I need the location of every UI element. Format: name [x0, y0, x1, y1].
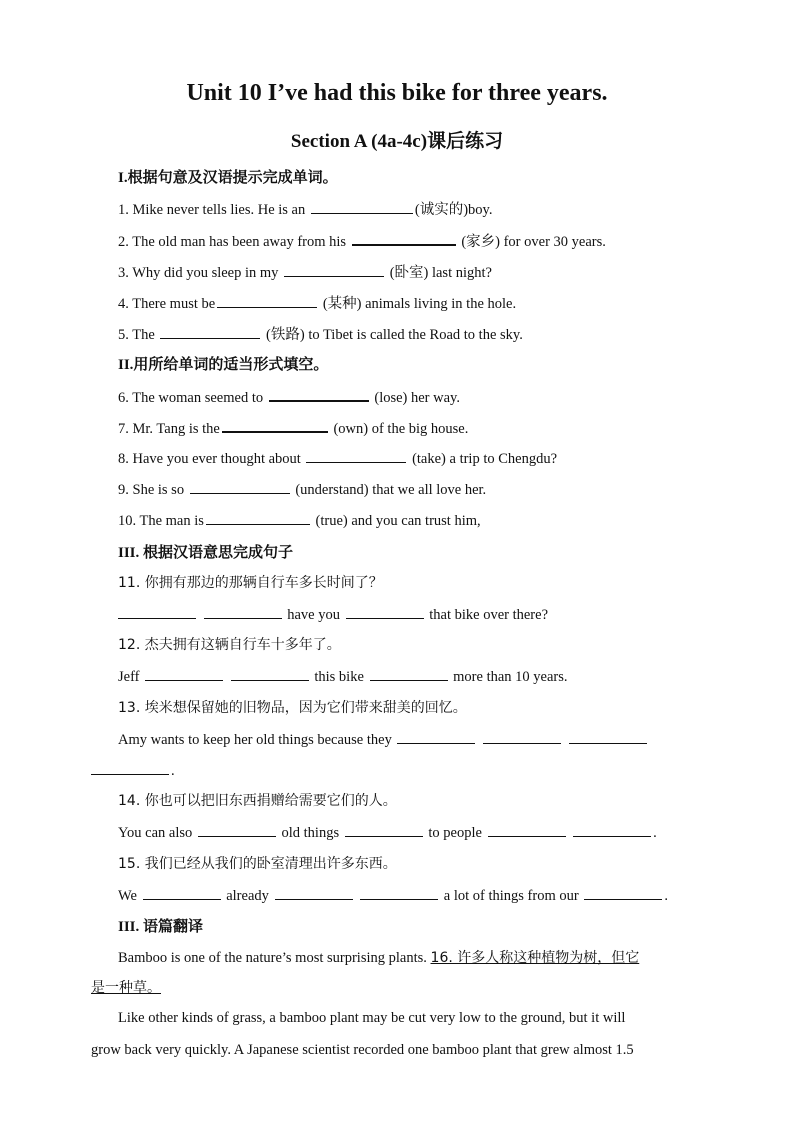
question-text: 2. The old man has been away from his	[118, 234, 347, 250]
answer-blank[interactable]	[118, 604, 196, 619]
question-text: 9. She is so	[118, 482, 185, 498]
question-hint: (lose) her way.	[374, 390, 460, 406]
question-6	[118, 386, 460, 407]
question-text: 1. Mike never tells lies. He is an	[118, 202, 306, 218]
question-hint: (true) and you can trust him,	[315, 513, 481, 529]
question-14-prompt	[118, 790, 397, 810]
question-text: 3. Why did you sleep in my	[118, 265, 279, 281]
answer-text: .	[171, 763, 175, 779]
answer-blank[interactable]	[397, 729, 475, 744]
question-8	[118, 448, 557, 468]
question-14-answer	[118, 822, 657, 842]
answer-text: a lot of things from our	[443, 888, 579, 904]
question-5	[118, 323, 523, 344]
question-11-answer	[118, 604, 548, 624]
question-2	[118, 230, 606, 251]
answer-blank[interactable]	[204, 604, 282, 619]
answer-blank[interactable]	[352, 230, 456, 246]
answer-text: .	[664, 888, 668, 904]
question-3	[118, 261, 492, 282]
answer-blank[interactable]	[488, 822, 566, 837]
answer-blank[interactable]	[573, 822, 651, 837]
question-text: 5. The	[118, 327, 155, 343]
answer-blank[interactable]	[584, 885, 662, 900]
question-7	[118, 417, 468, 438]
answer-blank[interactable]	[145, 666, 223, 681]
question-hint: (某种) animals living in the hole.	[322, 296, 517, 312]
answer-blank[interactable]	[345, 822, 423, 837]
answer-blank[interactable]	[284, 262, 384, 277]
translation-prompt: 是一种草。	[91, 980, 161, 996]
question-chinese: 12. 杰夫拥有这辆自行车十多年了。	[118, 637, 341, 653]
passage-line-3	[118, 1010, 625, 1027]
question-12-answer	[118, 666, 568, 686]
answer-text: to people	[428, 825, 482, 841]
question-13-answer	[118, 729, 649, 749]
answer-blank[interactable]	[311, 199, 413, 214]
question-13-prompt	[118, 697, 467, 717]
question-chinese: 11. 你拥有那边的那辆自行车多长时间了？	[118, 575, 383, 591]
question-text: 4. There must be	[118, 296, 216, 312]
section-2-heading: II.用所给单词的适当形式填空。	[118, 357, 329, 373]
question-1	[118, 198, 492, 219]
answer-blank[interactable]	[483, 729, 561, 744]
section-3-heading: III. 根据汉语意思完成句子	[118, 545, 294, 561]
question-11-prompt	[118, 572, 383, 592]
question-chinese: 13. 埃米想保留她的旧物品，因为它们带来甜美的回忆。	[118, 700, 467, 716]
translation-prompt: 16. 许多人称这种植物为树，但它	[430, 950, 640, 966]
answer-blank[interactable]	[370, 666, 448, 681]
answer-blank[interactable]	[217, 293, 317, 308]
question-chinese: 15. 我们已经从我们的卧室清理出许多东西。	[118, 856, 397, 872]
answer-text: that bike over there?	[429, 607, 549, 623]
answer-blank[interactable]	[160, 324, 260, 339]
answer-blank[interactable]	[91, 760, 169, 775]
answer-blank[interactable]	[360, 885, 438, 900]
question-4	[118, 292, 516, 313]
answer-text: already	[226, 888, 269, 904]
passage-line-1	[118, 947, 639, 967]
question-hint: (own) of the big house.	[333, 421, 469, 437]
answer-text: We	[118, 888, 137, 904]
answer-blank[interactable]	[269, 386, 369, 402]
answer-blank[interactable]	[222, 417, 328, 433]
question-chinese: 14. 你也可以把旧东西捐赠给需要它们的人。	[118, 793, 397, 809]
answer-text: Amy wants to keep her old things because they	[118, 732, 392, 748]
page-subtitle: Section A (4a-4c)课后练习	[290, 131, 504, 152]
question-hint: (诚实的)boy.	[414, 202, 493, 218]
question-hint: (卧室) last night?	[389, 265, 492, 281]
answer-text: have you	[287, 607, 340, 623]
question-hint: (铁路) to Tibet is called the Road to the sky.	[266, 327, 523, 343]
question-15-answer	[118, 885, 668, 905]
answer-blank[interactable]	[198, 822, 276, 837]
answer-text: this bike	[314, 669, 364, 685]
answer-text: Jeff	[118, 669, 140, 685]
question-15-prompt	[118, 853, 397, 873]
section-1-heading: I.根据句意及汉语提示完成单词。	[118, 170, 338, 186]
question-text: 7. Mr. Tang is the	[118, 421, 220, 437]
answer-blank[interactable]	[275, 885, 353, 900]
passage-text: grow back very quickly. A Japanese scientist recorded one bamboo plant that grew almost 1.5	[91, 1042, 634, 1058]
question-12-prompt	[118, 634, 341, 654]
answer-text: You can also	[118, 825, 193, 841]
question-hint: (take) a trip to Chengdu?	[412, 451, 558, 467]
answer-text: more than 10 years.	[453, 669, 568, 685]
answer-text: old things	[281, 825, 340, 841]
question-10	[118, 510, 481, 530]
page-title: Unit 10 I’ve had this bike for three years.	[186, 80, 608, 106]
answer-blank[interactable]	[306, 448, 406, 463]
answer-blank[interactable]	[143, 885, 221, 900]
passage-text: Like other kinds of grass, a bamboo plant may be cut very low to the ground, but it will	[118, 1010, 626, 1026]
question-9	[118, 479, 486, 499]
answer-blank[interactable]	[206, 510, 310, 525]
answer-blank[interactable]	[231, 666, 309, 681]
question-hint: (家乡) for over 30 years.	[461, 234, 606, 250]
passage-text: Bamboo is one of the nature’s most surprising plants.	[118, 950, 427, 966]
question-13-answer-cont	[91, 760, 703, 780]
answer-blank[interactable]	[190, 479, 290, 494]
answer-text: .	[653, 825, 657, 841]
section-4-heading: III. 语篇翻译	[118, 919, 204, 935]
passage-line-2	[91, 977, 703, 997]
answer-blank[interactable]	[569, 729, 647, 744]
question-hint: (understand) that we all love her.	[295, 482, 487, 498]
question-text: 10. The man is	[118, 513, 204, 529]
answer-blank[interactable]	[346, 604, 424, 619]
passage-line-4	[91, 1042, 703, 1059]
question-text: 6. The woman seemed to	[118, 390, 264, 406]
question-text: 8. Have you ever thought about	[118, 451, 301, 467]
